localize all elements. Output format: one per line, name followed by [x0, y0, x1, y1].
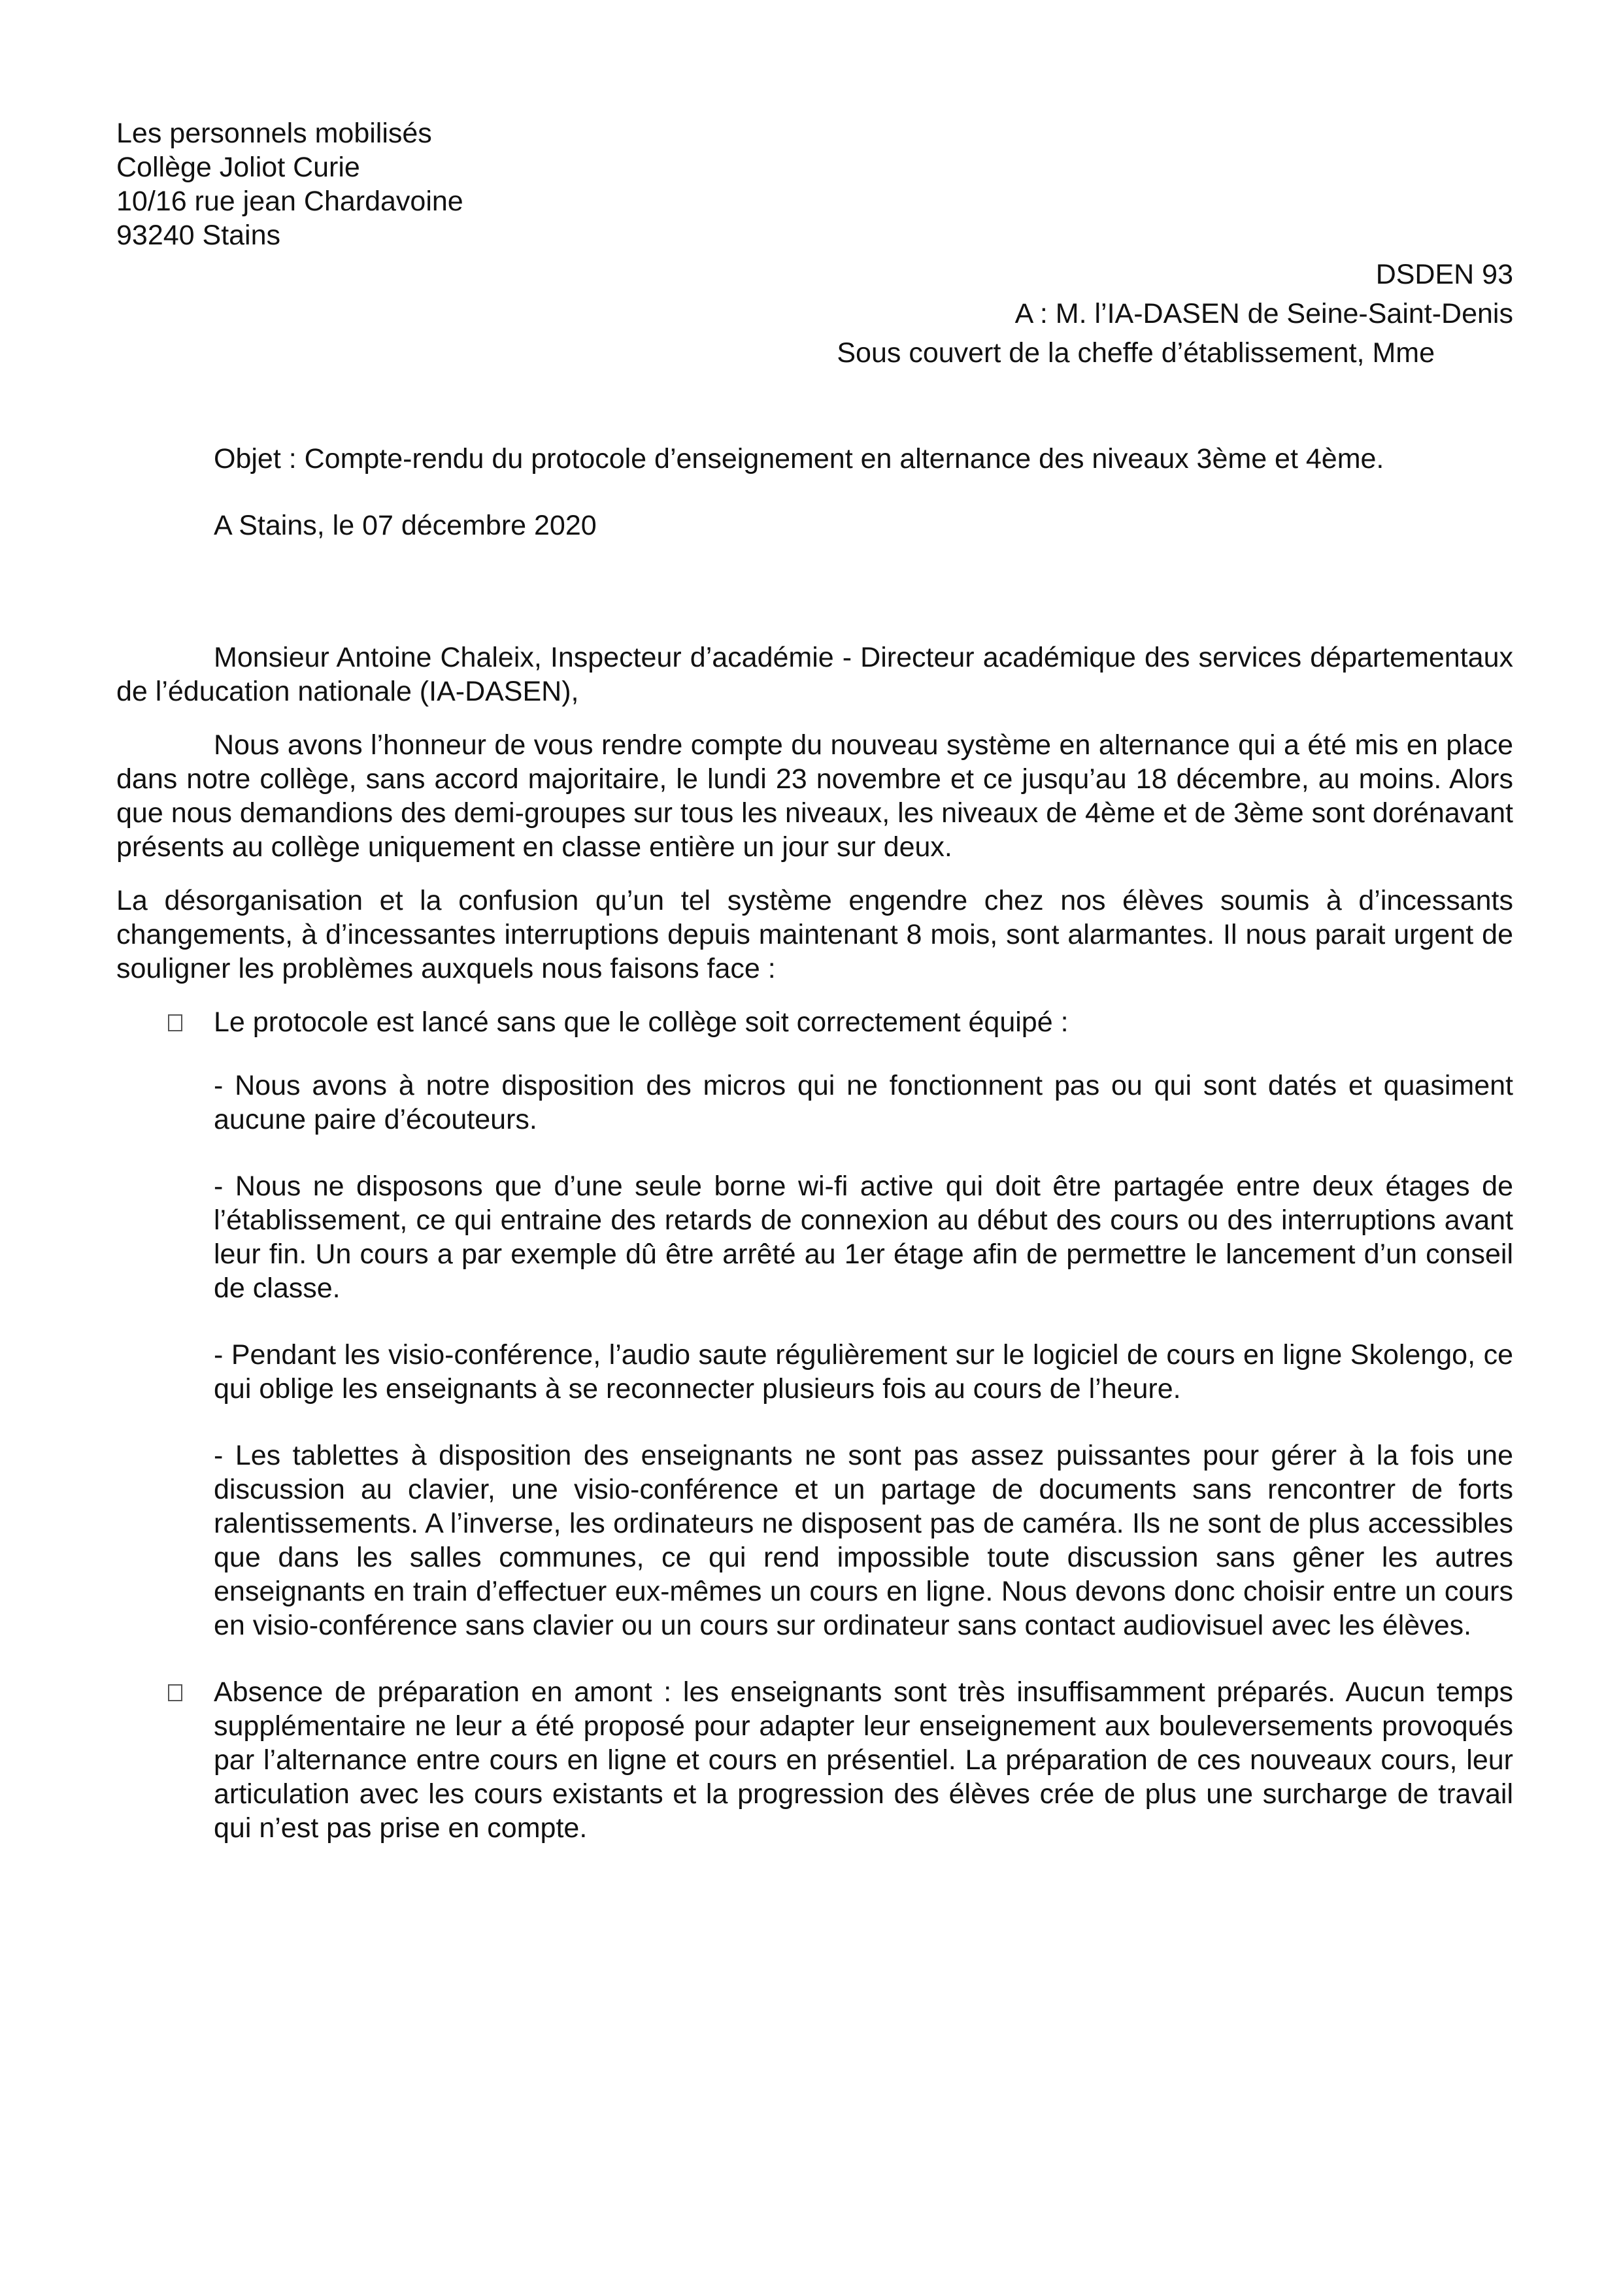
bullet-preparation-text: Absence de préparation en amont : les enseignants sont très insuffisamment préparés. Aucun temps supplémentaire ne leur a été proposé pour adapter leur enseignement aux bouleversements provoqués par l’alternance entre cours en ligne et cours en présentiel. La préparation de ces nouveaux cours, leur articulation avec les cours existants et la progression des élèves crée de plus une surcharge de travail qui n’est pas prise en compte. — [214, 1676, 1513, 1844]
letter-date: A Stains, le 07 décembre 2020 — [214, 510, 597, 541]
bullet-preparation — [116, 1675, 1513, 1845]
bullet-box-icon — [168, 1014, 182, 1031]
sender-address — [116, 116, 463, 252]
salutation: Monsieur Antoine Chaleix, Inspecteur d’académie - Directeur académique des services départementaux de l’éducation nationale (IA-DASEN), — [116, 642, 1513, 707]
recipient-via: Sous couvert de la cheffe d’établissement, Mme — [837, 337, 1435, 369]
paragraph-context: La désorganisation et la confusion qu’un tel système engendre chez nos élèves soumis à d’incessants changements, à d’incessantes interruptions depuis maintenant 8 mois, sont alarmantes. Il nous parait urgent de souligner les problèmes auxquels nous faisons face : — [116, 885, 1513, 984]
sender-school: Collège Joliot Curie — [116, 152, 360, 183]
equipment-item-tablets: - Les tablettes à disposition des enseignants ne sont pas assez puissantes pour gérer à la fois une discussion au clavier, une visio-conférence et un partage de documents sans rencontrer de forts ralentissements. A l’inverse, les ordinateurs ne disposent pas de caméra. Ils ne sont de plus accessibles que dans les salles communes, ce qui rend impossible toute discussion sans gêner les autres enseignants en train d’effectuer eux-mêmes un cours en ligne. Nous devons donc choisir entre un cours en visio-conférence sans clavier ou un cours sur ordinateur sans contact audiovisuel avec les élèves. — [214, 1440, 1513, 1641]
equipment-item-wifi: - Nous ne disposons que d’une seule borne wi-fi active qui doit être partagée entre deux étages de l’établissement, ce qui entraine des retards de connexion au début des cours ou des interruptions avant leur fin. Un cours a par exemple dû être arrêté au 1er étage afin de permettre le lancement d’un conseil de classe. — [214, 1171, 1513, 1304]
equipment-item-audio: - Pendant les visio-conférence, l’audio saute régulièrement sur le logiciel de cours en ligne Skolengo, ce qui oblige les enseignants à se reconnecter plusieurs fois au cours de l’heure. — [214, 1339, 1513, 1405]
sender-city: 93240 Stains — [116, 220, 281, 251]
sender-name: Les personnels mobilisés — [116, 118, 432, 149]
bullet-box-icon — [168, 1684, 182, 1701]
equipment-item-micros: - Nous avons à notre disposition des micros qui ne fonctionnent pas ou qui sont datés et quasiment aucune paire d’écouteurs. — [214, 1070, 1513, 1135]
recipient-address — [837, 255, 1513, 373]
letter-object: Objet : Compte-rendu du protocole d’enseignement en alternance des niveaux 3ème et 4ème. — [214, 443, 1384, 474]
paragraph-intro: Nous avons l’honneur de vous rendre compte du nouveau système en alternance qui a été mis en place dans notre collège, sans accord majoritaire, le lundi 23 novembre et ce jusqu’au 18 décembre, au moins. Alors que nous demandions des demi-groupes sur tous les niveaux, les niveaux de 4ème et de 3ème sont dorénavant présents au collège uniquement en classe entière un jour sur deux. — [116, 729, 1514, 863]
bullet-equipment-heading: Le protocole est lancé sans que le collège soit correctement équipé : — [214, 1007, 1069, 1038]
letter-body — [116, 641, 1513, 1878]
bullet-equipment — [116, 1005, 1513, 1642]
recipient-office: DSDEN 93 — [1375, 259, 1513, 290]
sender-street: 10/16 rue jean Chardavoine — [116, 186, 463, 217]
recipient-name: A : M. l’IA-DASEN de Seine-Saint-Denis — [1014, 298, 1513, 329]
